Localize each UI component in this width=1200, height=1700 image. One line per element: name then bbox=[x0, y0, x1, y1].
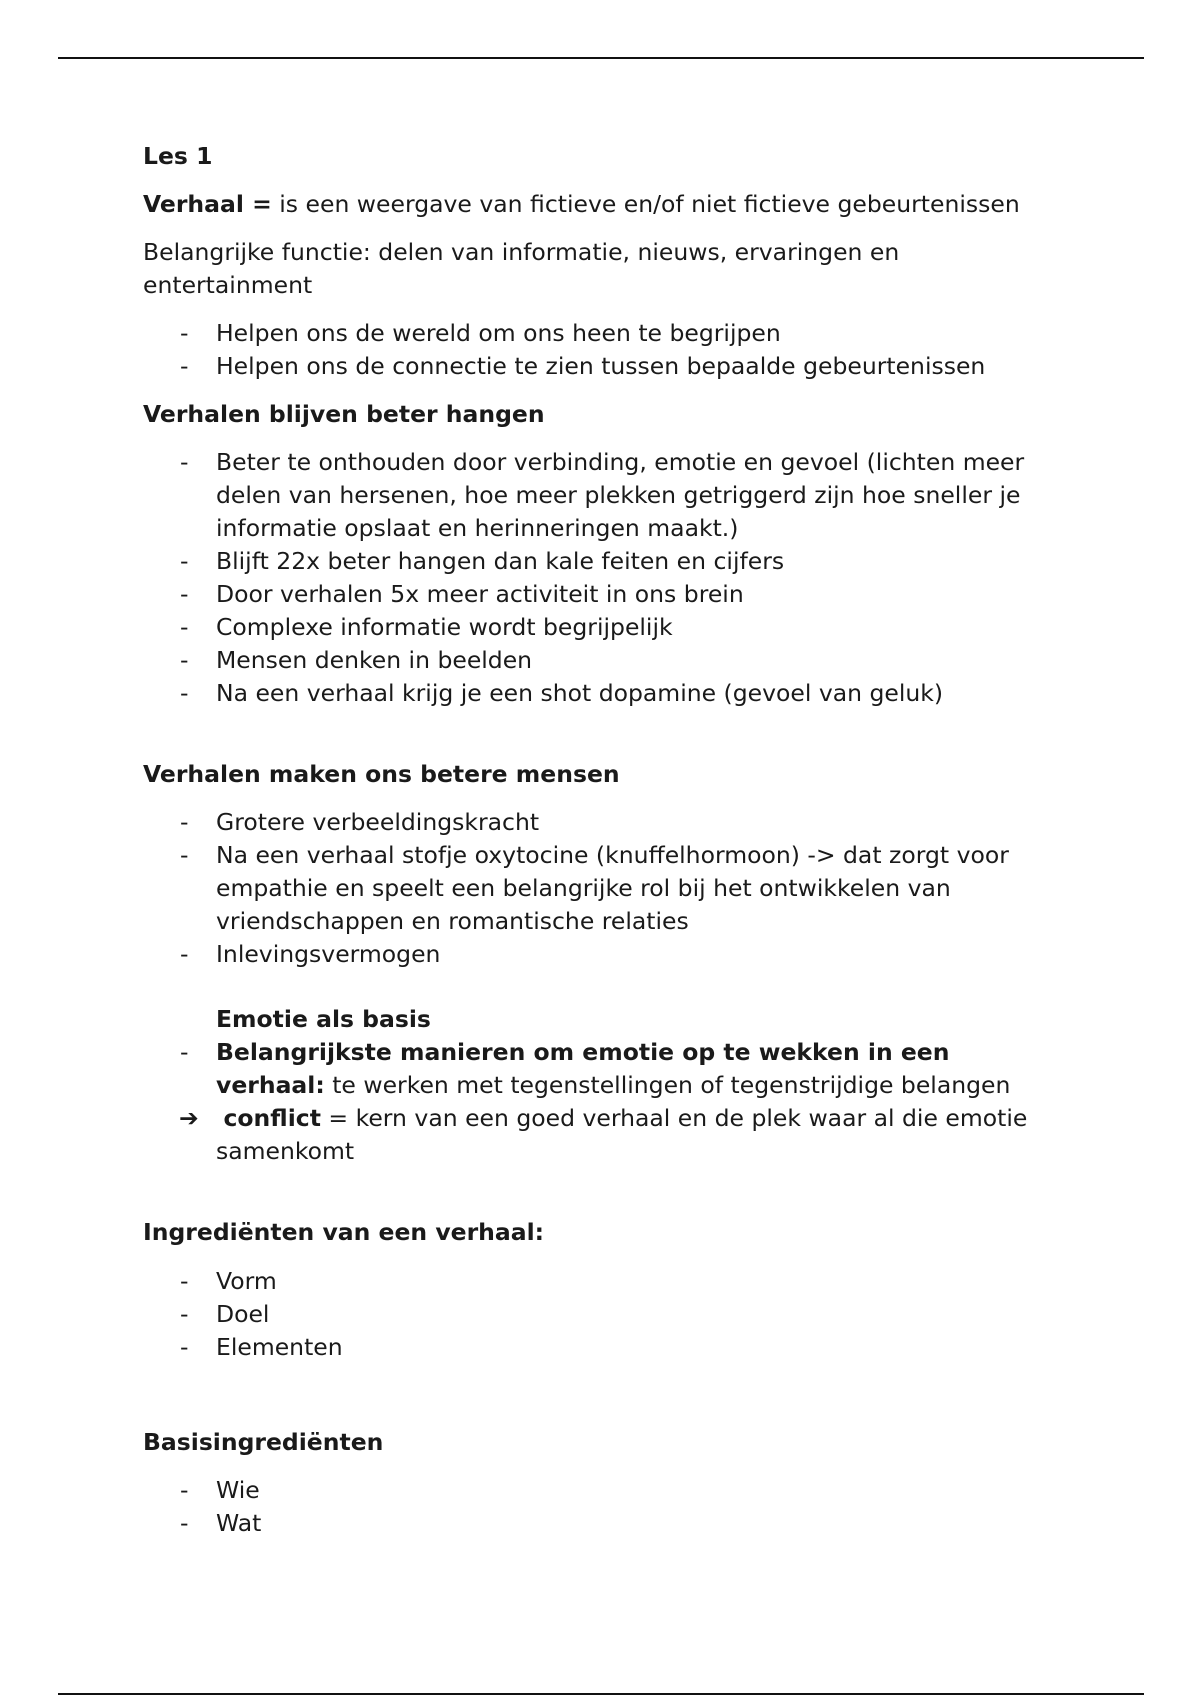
dash-bullet: - bbox=[180, 646, 189, 674]
list-item: - Inlevingsvermogen bbox=[143, 938, 1063, 971]
list-item: - Na een verhaal krijg je een shot dopamine (gevoel van geluk) bbox=[143, 677, 1063, 710]
dash-bullet: - bbox=[180, 841, 189, 869]
emotion-item-text: te werken met tegenstellingen of tegenstrijdige belangen bbox=[324, 1071, 1011, 1099]
basis-list bbox=[143, 1474, 1063, 1540]
function-paragraph: Belangrijke functie: delen van informatie, nieuws, ervaringen en entertainment bbox=[143, 238, 900, 299]
dash-bullet: - bbox=[180, 808, 189, 836]
header-rule bbox=[58, 57, 1144, 59]
better-list bbox=[143, 806, 1063, 971]
list-item: - Doel bbox=[143, 1298, 1063, 1331]
section-heading-basis: Basisingrediënten bbox=[143, 1428, 384, 1456]
list-item: - Wie bbox=[143, 1474, 1063, 1507]
list-item: - Blijft 22x beter hangen dan kale feiten en cijfers bbox=[143, 545, 1063, 578]
memory-list bbox=[143, 446, 1063, 710]
list-item: - Na een verhaal stofje oxytocine (knuffelhormoon) -> dat zorgt voor empathie en speelt een belangrijke rol bij het ontwikkelen van vriendschappen en romantische relaties bbox=[180, 841, 1009, 935]
dash-bullet: - bbox=[180, 1038, 189, 1066]
lesson-title: Les 1 bbox=[143, 142, 213, 170]
ingredients-list bbox=[143, 1265, 1063, 1364]
dash-bullet: - bbox=[180, 1300, 189, 1328]
definition-paragraph bbox=[143, 188, 1063, 221]
dash-bullet: - bbox=[180, 940, 189, 968]
conflict-text: = kern van een goed verhaal en de plek waar al die emotie samenkomt bbox=[216, 1104, 1028, 1165]
dash-bullet: - bbox=[180, 319, 189, 347]
list-item: - Complexe informatie wordt begrijpelijk bbox=[143, 611, 1063, 644]
document-body bbox=[143, 140, 1063, 1540]
list-item: - Mensen denken in beelden bbox=[143, 644, 1063, 677]
definition-text: is een weergave van fictieve en/of niet fictieve gebeurtenissen bbox=[271, 190, 1020, 218]
dash-bullet: - bbox=[180, 547, 189, 575]
section-heading-memory: Verhalen blijven beter hangen bbox=[143, 400, 545, 428]
list-item: - Helpen ons de wereld om ons heen te begrijpen bbox=[143, 317, 1063, 350]
dash-bullet: - bbox=[180, 613, 189, 641]
conflict-term: conflict bbox=[223, 1104, 321, 1132]
emotion-list bbox=[143, 1036, 1063, 1168]
definition-term: Verhaal = bbox=[143, 190, 272, 218]
list-item: - Wat bbox=[143, 1507, 1063, 1540]
dash-bullet: - bbox=[180, 352, 189, 380]
arrow-right-icon: ➔ bbox=[179, 1104, 199, 1132]
conflict-item bbox=[143, 1102, 1063, 1168]
list-item bbox=[143, 1036, 1063, 1102]
dash-bullet: - bbox=[180, 1509, 189, 1537]
list-item: - Elementen bbox=[143, 1331, 1063, 1364]
section-heading-better: Verhalen maken ons betere mensen bbox=[143, 760, 620, 788]
emotion-item-bold: Belangrijkste manieren om emotie op te wekken in een verhaal: bbox=[216, 1038, 950, 1099]
list-item: - Beter te onthouden door verbinding, emotie en gevoel (lichten meer delen van hersenen, hoe meer plekken getriggerd zijn hoe sneller je informatie opslaat en herinneringen maakt.) bbox=[180, 448, 1025, 542]
dash-bullet: - bbox=[180, 1476, 189, 1504]
dash-bullet: - bbox=[180, 448, 189, 476]
dash-bullet: - bbox=[180, 1267, 189, 1295]
dash-bullet: - bbox=[180, 1333, 189, 1361]
footer-rule bbox=[58, 1693, 1144, 1695]
function-list bbox=[143, 317, 1063, 383]
dash-bullet: - bbox=[180, 580, 189, 608]
list-item: - Grotere verbeeldingskracht bbox=[143, 806, 1063, 839]
list-item: - Vorm bbox=[143, 1265, 1063, 1298]
list-item: - Door verhalen 5x meer activiteit in ons brein bbox=[143, 578, 1063, 611]
subheading-emotion: Emotie als basis bbox=[216, 1005, 431, 1033]
dash-bullet: - bbox=[180, 679, 189, 707]
section-heading-ingredients: Ingrediënten van een verhaal: bbox=[143, 1218, 545, 1246]
list-item: - Helpen ons de connectie te zien tussen bepaalde gebeurtenissen bbox=[143, 350, 1063, 383]
